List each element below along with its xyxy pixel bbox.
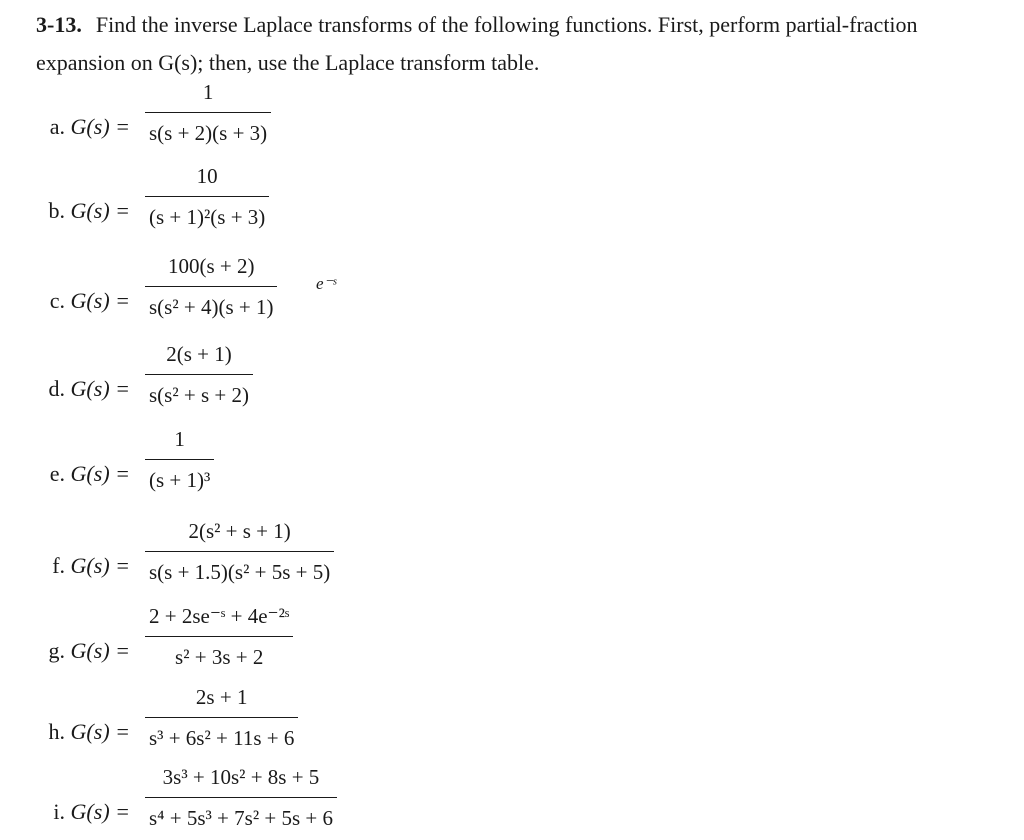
numerator: 1: [174, 427, 185, 451]
fraction: [145, 683, 298, 752]
denominator: (s + 1)³: [149, 468, 211, 492]
equation-label: h. G(s) =: [48, 719, 130, 744]
intro-line-2: expansion on G(s); then, use the Laplace transform table.: [36, 50, 540, 75]
exponential-factor: e⁻ˢ: [316, 274, 337, 293]
fraction: [145, 340, 253, 409]
problem-intro: [36, 6, 1006, 82]
problem-number: 3-13.: [36, 12, 82, 37]
equation-label: g. G(s) =: [48, 638, 130, 663]
denominator: s² + 3s + 2: [175, 645, 264, 669]
problem-i: [0, 763, 1024, 839]
equation-label: a. G(s) =: [49, 114, 130, 139]
fraction: [145, 517, 334, 586]
numerator: 2(s² + s + 1): [188, 519, 291, 543]
numerator: 2 + 2se⁻ˢ + 4e⁻²ˢ: [149, 604, 290, 628]
numerator: 100(s + 2): [167, 254, 255, 278]
problem-c: [0, 252, 1024, 328]
denominator: s(s² + 4)(s + 1): [149, 295, 274, 319]
fraction: [145, 425, 214, 494]
problem-b: [0, 162, 1024, 238]
numerator: 10: [196, 164, 218, 188]
intro-line-1: Find the inverse Laplace transforms of the following functions. First, perform partial-fraction: [95, 12, 918, 37]
problem-d: [0, 340, 1024, 416]
equation-label: c. G(s) =: [49, 288, 130, 313]
problem-f: [0, 517, 1024, 593]
denominator: s³ + 6s² + 11s + 6: [149, 726, 295, 750]
equation-label: d. G(s) =: [48, 376, 130, 401]
equation-label: e. G(s) =: [49, 461, 130, 486]
problem-e: [0, 425, 1024, 501]
fraction: [145, 252, 277, 321]
problem-a: [0, 78, 1024, 154]
numerator: 3s³ + 10s² + 8s + 5: [162, 765, 320, 789]
equation-label: b. G(s) =: [48, 198, 130, 223]
numerator: 1: [202, 80, 214, 104]
fraction: [145, 78, 271, 147]
equation-label: f. G(s) =: [52, 553, 130, 578]
numerator: 2s + 1: [195, 685, 248, 709]
denominator: (s + 1)²(s + 3): [149, 205, 266, 229]
denominator: s(s² + s + 2): [149, 383, 249, 407]
equation-label: i. G(s) =: [53, 799, 130, 824]
denominator: s(s + 1.5)(s² + 5s + 5): [149, 560, 331, 584]
denominator: s(s + 2)(s + 3): [149, 121, 268, 145]
problem-g: [0, 602, 1024, 678]
fraction: [145, 162, 269, 231]
fraction: [145, 602, 293, 671]
fraction: [145, 763, 337, 832]
numerator: 2(s + 1): [166, 342, 232, 366]
problem-h: [0, 683, 1024, 759]
denominator: s⁴ + 5s³ + 7s² + 5s + 6: [149, 806, 333, 830]
